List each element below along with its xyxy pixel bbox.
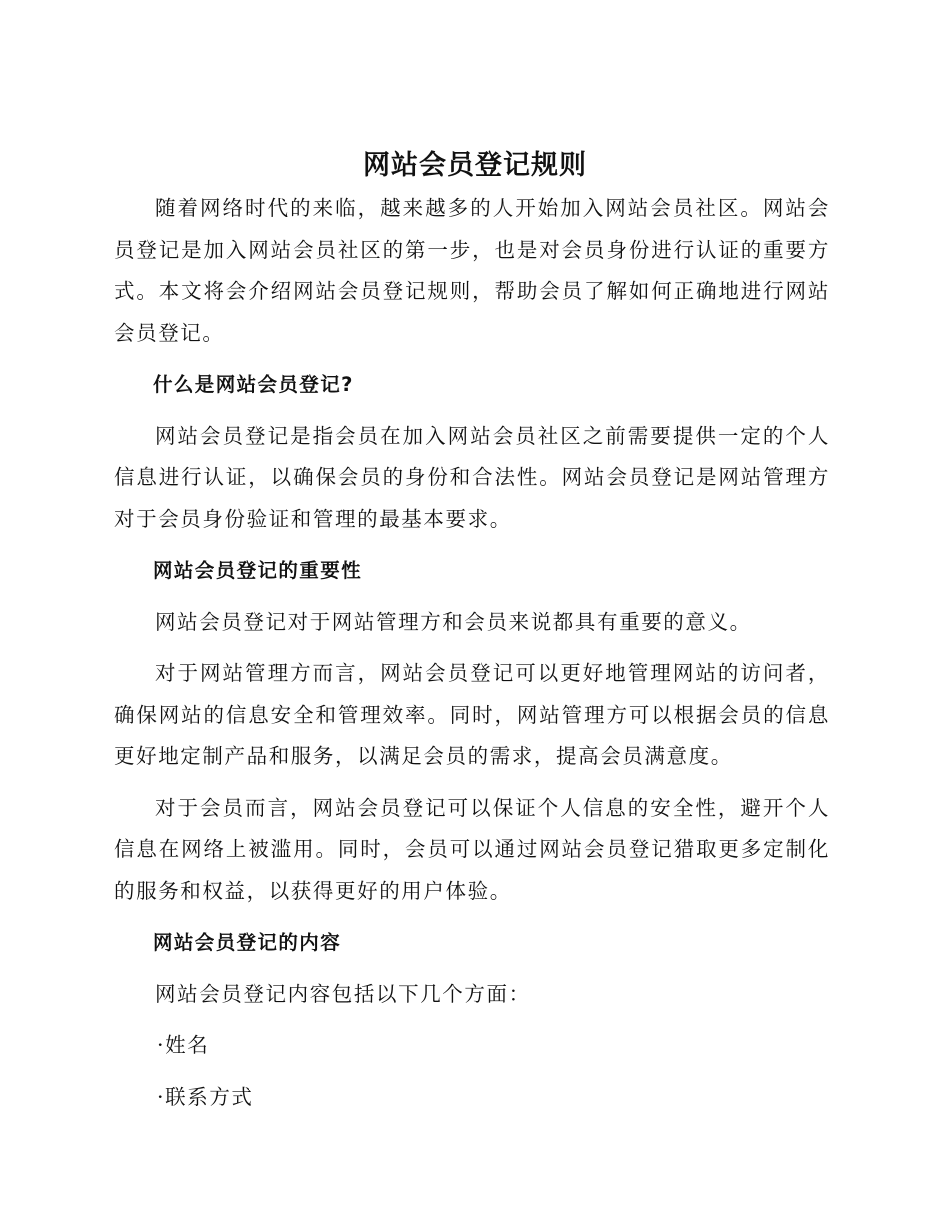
section-heading-what-is: 什么是网站会员登记? [153, 373, 354, 396]
section-what-is-paragraph: 网站会员登记是指会员在加入网站会员社区之前需要提供一定的个人信息进行认证，以确保会员的身份和合法性。网站会员登记是网站管理方对于会员身份验证和管理的最基本要求。 [114, 423, 830, 531]
section-heading-content: 网站会员登记的内容 [153, 931, 342, 954]
importance-paragraph-2: 对于网站管理方而言，网站会员登记可以更好地管理网站的访问者，确保网站的信息安全和管理效率。同时，网站管理方可以根据会员的信息更好地定制产品和服务，以满足会员的需求，提高会员满意度。 [114, 661, 830, 768]
document-title: 网站会员登记规则 [363, 150, 587, 181]
intro-paragraph: 随着网络时代的来临，越来越多的人开始加入网站会员社区。网站会员登记是加入网站会员社区的第一步，也是对会员身份进行认证的重要方式。本文将会介绍网站会员登记规则，帮助会员了解如何正确地进行网站会员登记。 [114, 196, 830, 345]
document-body [114, 188, 830, 1118]
list-item: ·姓名 [157, 1033, 210, 1057]
importance-paragraph-3: 对于会员而言，网站会员登记可以保证个人信息的安全性，避开个人信息在网络上被滥用。同时，会员可以通过网站会员登记猎取更多定制化的服务和权益，以获得更好的用户体验。 [114, 795, 830, 903]
importance-paragraph-1: 网站会员登记对于网站管理方和会员来说都具有重要的意义。 [155, 609, 752, 634]
section-heading-importance: 网站会员登记的重要性 [153, 559, 363, 582]
list-item: ·联系方式 [157, 1084, 254, 1109]
content-paragraph-1: 网站会员登记内容包括以下几个方面： [155, 981, 531, 1006]
